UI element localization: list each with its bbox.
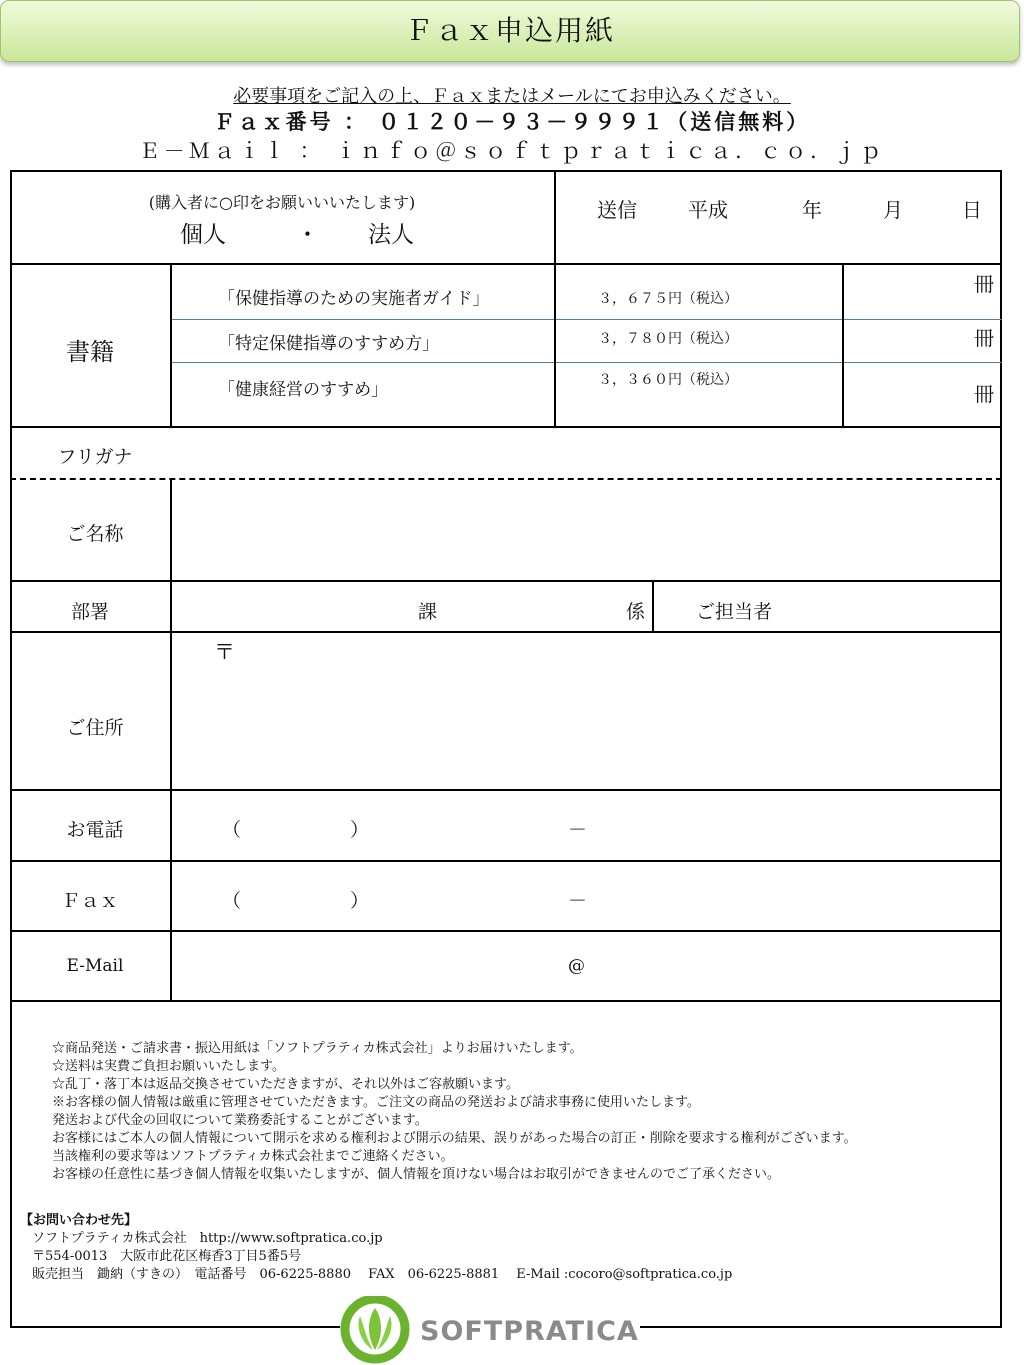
logo-text: SOFTPRATICA <box>420 1316 639 1347</box>
book-quantity-unit: 冊 <box>974 382 994 406</box>
send-date-year: 年 <box>802 198 822 222</box>
section-label: 課 <box>418 601 438 623</box>
note-line: 当該権利の要求等はソフトプラティカ株式会社までご連絡ください。 <box>52 1149 454 1164</box>
contact-company: ソフトプラティカ株式会社 http://www.softpratica.co.jp <box>32 1231 383 1246</box>
book-row-divider <box>172 319 1002 320</box>
notes <box>52 1040 857 1184</box>
note-line: お客様の任意性に基づき個人情報を収集いたしますが、個人情報を頂けない場合はお取引ができませんのでご了承ください。 <box>52 1167 781 1182</box>
furigana-field[interactable] <box>174 430 1000 476</box>
send-date-era: 平成 <box>688 198 728 222</box>
fax-label: Ｆａｘ <box>61 890 119 912</box>
row-divider <box>10 1000 1002 1002</box>
purchaser-note: (購入者に○印をお願いいいたします) <box>148 193 416 212</box>
fax-dash: － <box>568 890 588 912</box>
note-line: ☆商品発送・ご請求書・振込用紙は「ソフトプラティカ株式会社」よりお届けいたします。 <box>52 1041 583 1056</box>
column-divider <box>170 478 172 1002</box>
row-divider <box>10 789 1002 791</box>
fax-open-paren: （ <box>222 890 242 912</box>
person-in-charge-label: ご担当者 <box>696 601 773 623</box>
note-line: ※お客様の個人情報は厳重に管理させていただきます。ご注文の商品の発送および請求事務に使用いたします。 <box>52 1095 700 1110</box>
send-date-month: 月 <box>883 198 903 222</box>
row-divider <box>10 580 1002 582</box>
name-label: ご名称 <box>66 523 124 545</box>
contact-address: 〒554-0013 大阪市此花区梅香3丁目5番5号 <box>32 1249 302 1264</box>
note-line: お客様にはご本人の個人情報について開示を求める権利および開示の結果、誤りがあった場合の訂正・削除を要求する権利がございます。 <box>52 1131 857 1146</box>
phone-label: お電話 <box>66 819 124 841</box>
row-divider <box>10 631 1002 633</box>
contact-info <box>20 1212 732 1284</box>
book-title: 「健康経営のすすめ」 <box>218 380 389 400</box>
row-divider <box>10 426 1002 428</box>
send-date-label: 送信 <box>597 198 637 222</box>
note-line: 発送および代金の回収について業務委託することがございます。 <box>52 1113 428 1128</box>
book-row-divider <box>172 362 1002 363</box>
furigana-divider <box>10 478 1002 480</box>
phone-open-paren: （ <box>222 819 242 841</box>
email-label: E-Mail <box>66 956 124 976</box>
fax-number: Ｆａｘ番号 ： ０１２０－９３－９９９１（送信無料） <box>213 109 811 134</box>
row-divider <box>10 263 1002 265</box>
subsection-label: 係 <box>626 601 646 623</box>
books-label: 書籍 <box>66 338 114 366</box>
page-title: Ｆａｘ申込用紙 <box>0 0 1020 62</box>
column-divider <box>554 170 556 428</box>
column-divider <box>170 263 172 428</box>
contact-email: Ｅ－Ｍａｉｌ ： ｉｎｆｏ＠ｓｏｆｔｐｒａｔｉｃａ．ｃｏ．ｊｐ <box>138 139 886 163</box>
book-title: 「特定保健指導のすすめ方」 <box>218 334 440 354</box>
column-divider <box>842 263 844 428</box>
book-quantity-unit: 冊 <box>974 326 994 350</box>
department-label: 部署 <box>70 601 109 623</box>
column-divider <box>652 580 654 632</box>
phone-dash: － <box>568 819 588 841</box>
phone-close-paren: ） <box>350 819 370 841</box>
name-field[interactable] <box>174 482 1000 578</box>
send-date-day: 日 <box>962 198 982 222</box>
instruction-text: 必要事項をご記入の上、Ｆａｘまたはメールにてお申込みください。 <box>233 86 791 107</box>
fax-close-paren: ） <box>350 890 370 912</box>
address-label: ご住所 <box>66 717 124 739</box>
contact-staff: 販売担当 鋤納（すきの） 電話番号 06-6225-8880 FAX 06-6225-8881 E-Mail :cocoro@softpratica.co.jp <box>32 1267 733 1282</box>
furigana-label: フリガナ <box>57 446 133 468</box>
address-field[interactable] <box>174 664 1000 786</box>
row-divider <box>10 930 1002 932</box>
purchaser-corporate-option[interactable]: 法人 <box>368 222 414 248</box>
book-price: ３，６７５円（税込） <box>598 291 738 307</box>
book-quantity-unit: 冊 <box>974 272 994 296</box>
book-price: ３，７８０円（税込） <box>598 331 738 347</box>
note-line: ☆送料は実費ご負担お願いいたします。 <box>52 1059 285 1074</box>
note-line: ☆乱丁・落丁本は返品交換させていただきますが、それ以外はご容赦願います。 <box>52 1077 519 1092</box>
purchaser-individual-option[interactable]: 個人 <box>180 222 226 248</box>
email-at-mark: @ <box>568 956 585 976</box>
purchaser-separator: ・ <box>296 222 319 248</box>
postal-mark: 〒 <box>214 640 235 664</box>
book-title: 「保健指導のための実施者ガイド」 <box>218 289 490 309</box>
book-price: ３，３６０円（税込） <box>598 372 738 388</box>
contact-heading: 【お問い合わせ先】 <box>20 1213 138 1228</box>
row-divider <box>10 860 1002 862</box>
